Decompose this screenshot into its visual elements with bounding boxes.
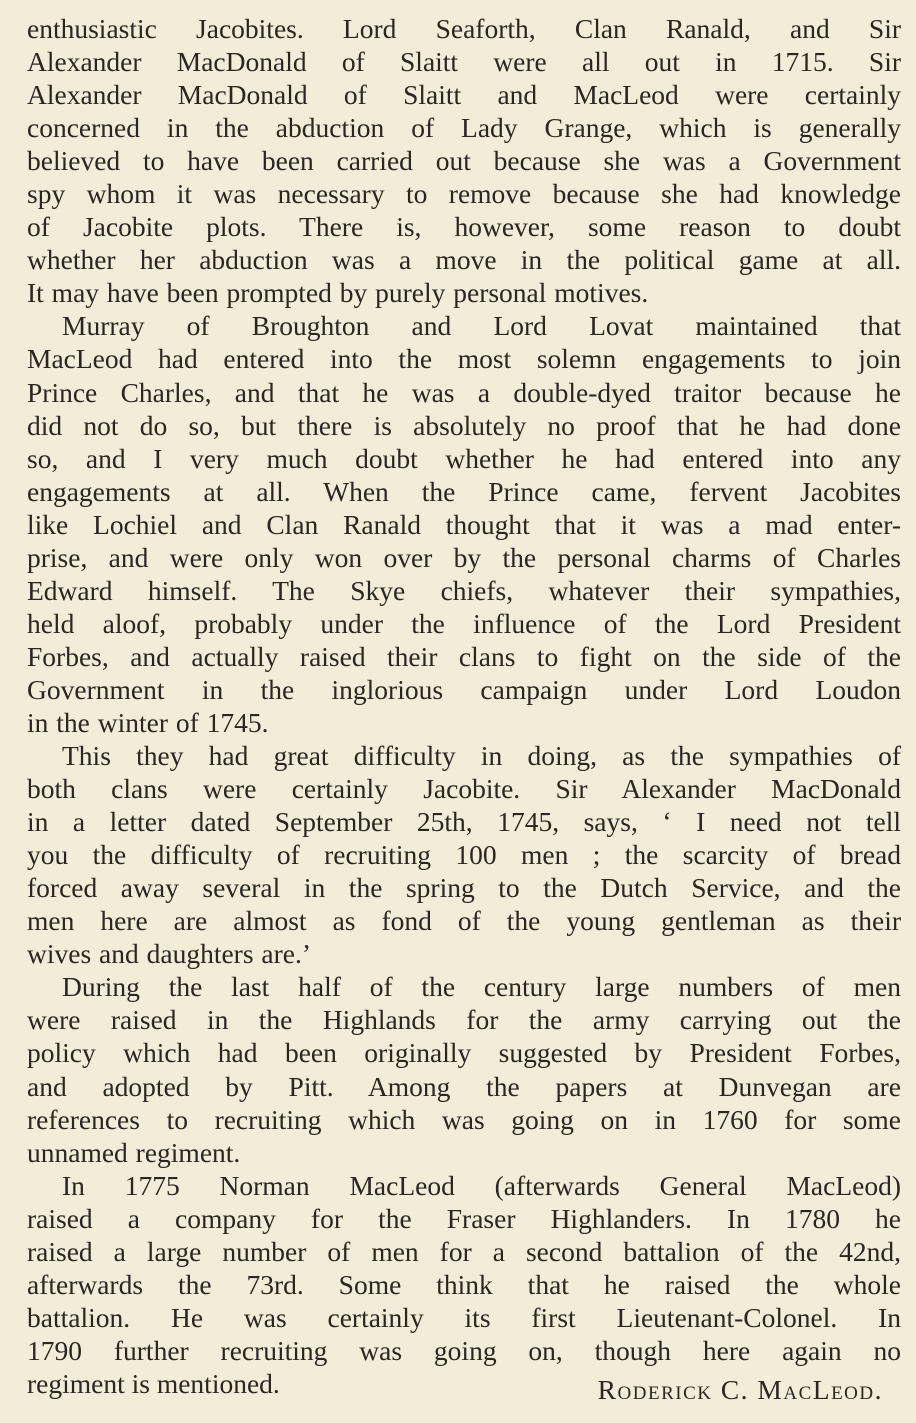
text-line: references to recruiting which was going on in 1760 for some	[27, 1103, 901, 1135]
text-line: prise, and were only won over by the personal charms of Charles	[27, 541, 901, 573]
text-line: men here are almost as fond of the young gentleman as their	[27, 905, 901, 937]
text-line: battalion. He was certainly its first Lieutenant-Colonel. In	[27, 1301, 901, 1333]
text-line: Alexander MacDonald of Slaitt were all out in 1715. Sir	[27, 46, 901, 78]
text-line: of Jacobite plots. There is, however, some reason to doubt	[27, 211, 901, 243]
text-line: were raised in the Highlands for the army carrying out the	[27, 1004, 901, 1036]
text-line: MacLeod had entered into the most solemn engagements to join	[27, 343, 901, 375]
text-line: Murray of Broughton and Lord Lovat maintained that	[62, 310, 901, 342]
text-line: Forbes, and actually raised their clans to fight on the side of the	[27, 640, 901, 672]
text-line: whether her abduction was a move in the political game at all.	[27, 244, 901, 276]
text-line: spy whom it was necessary to remove because she had knowledge	[27, 178, 901, 210]
author-signature: Roderick C. MacLeod.	[597, 1373, 883, 1405]
text-line: believed to have been carried out because she was a Government	[27, 145, 901, 177]
text-line: raised a company for the Fraser Highlanders. In 1780 he	[27, 1202, 901, 1234]
text-line: did not do so, but there is absolutely no proof that he had done	[27, 409, 901, 441]
paragraph	[27, 739, 901, 970]
text-line: in the winter of 1745.	[27, 706, 269, 738]
text-line: regiment is mentioned.	[27, 1367, 280, 1399]
paragraph	[27, 12, 901, 309]
text-line: Edward himself. The Skye chiefs, whatever their sympathies,	[27, 574, 901, 606]
text-line: held aloof, probably under the influence of the Lord President	[27, 607, 901, 639]
text-line: like Lochiel and Clan Ranald thought that it was a mad enter-	[27, 508, 901, 540]
closing-row	[27, 1367, 901, 1405]
text-line: in a letter dated September 25th, 1745, says, ‘ I need not tell	[27, 806, 901, 838]
text-line: wives and daughters are.’	[27, 938, 312, 970]
text-line: This they had great difficulty in doing, as the sympathies of	[62, 740, 901, 772]
text-line: raised a large number of men for a second battalion of the 42nd,	[27, 1235, 901, 1267]
paragraph	[27, 970, 901, 1168]
text-line: Prince Charles, and that he was a double-dyed traitor because he	[27, 376, 901, 408]
text-line: Alexander MacDonald of Slaitt and MacLeod were certainly	[27, 79, 901, 111]
text-line: engagements at all. When the Prince came, fervent Jacobites	[27, 475, 901, 507]
text-line: It may have been prompted by purely personal motives.	[27, 277, 649, 309]
paragraph	[27, 1169, 901, 1367]
text-line: concerned in the abduction of Lady Grange, which is generally	[27, 112, 901, 144]
text-line: policy which had been originally suggested by President Forbes,	[27, 1037, 901, 1069]
text-line: forced away several in the spring to the Dutch Service, and the	[27, 872, 901, 904]
text-line: you the difficulty of recruiting 100 men ; the scarcity of bread	[27, 839, 901, 871]
paragraph	[27, 309, 901, 739]
text-line: so, and I very much doubt whether he had entered into any	[27, 442, 901, 474]
text-line: unnamed regiment.	[27, 1136, 241, 1168]
text-line: 1790 further recruiting was going on, though here again no	[27, 1334, 901, 1366]
text-line: During the last half of the century large numbers of men	[62, 971, 901, 1003]
text-line: enthusiastic Jacobites. Lord Seaforth, Clan Ranald, and Sir	[27, 13, 901, 44]
text-line: and adopted by Pitt. Among the papers at Dunvegan are	[27, 1070, 901, 1102]
document-page	[27, 12, 901, 1405]
text-line: Government in the inglorious campaign under Lord Loudon	[27, 673, 901, 705]
text-line: In 1775 Norman MacLeod (afterwards General MacLeod)	[62, 1169, 901, 1201]
text-line: both clans were certainly Jacobite. Sir Alexander MacDonald	[27, 773, 901, 805]
text-line: afterwards the 73rd. Some think that he raised the whole	[27, 1268, 901, 1300]
